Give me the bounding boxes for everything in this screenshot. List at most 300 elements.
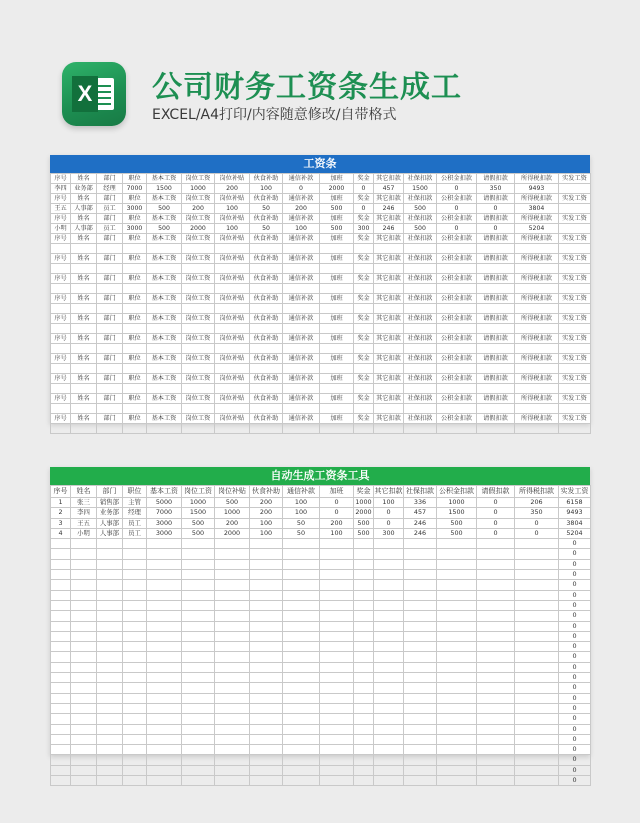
empty-cell <box>283 284 320 294</box>
data-cell: 0 <box>354 204 374 214</box>
data-cell: 6158 <box>559 498 591 508</box>
column-header: 请假扣款 <box>477 414 515 424</box>
data-cell: 1000 <box>182 184 215 194</box>
column-header: 岗位补贴 <box>215 354 250 364</box>
empty-cell <box>404 580 437 590</box>
empty-cell <box>250 693 283 703</box>
empty-cell <box>123 755 147 765</box>
column-header: 实发工资 <box>559 214 591 224</box>
data-cell: 3000 <box>147 528 182 538</box>
column-header: 部门 <box>97 414 123 424</box>
empty-cell <box>215 549 250 559</box>
slip-header-row <box>51 194 591 204</box>
empty-cell <box>51 693 71 703</box>
empty-cell <box>437 559 477 569</box>
column-header: 岗位补贴 <box>215 214 250 224</box>
empty-cell <box>437 642 477 652</box>
empty-cell <box>51 662 71 672</box>
empty-cell <box>97 600 123 610</box>
column-header: 所得税扣款 <box>515 274 559 284</box>
empty-cell <box>71 264 97 274</box>
empty-cell <box>320 600 354 610</box>
empty-cell <box>182 424 215 434</box>
empty-cell <box>477 683 515 693</box>
empty-cell <box>215 570 250 580</box>
empty-cell <box>51 244 71 254</box>
empty-cell <box>437 344 477 354</box>
column-header: 伙食补助 <box>250 354 283 364</box>
column-header: 基本工资 <box>147 486 182 498</box>
empty-row <box>51 621 591 631</box>
slip-header-row <box>51 374 591 384</box>
empty-cell <box>477 724 515 734</box>
data-cell: 1500 <box>147 184 182 194</box>
column-header: 基本工资 <box>147 314 182 324</box>
data-cell: 500 <box>320 204 354 214</box>
empty-cell <box>51 724 71 734</box>
excel-logo-icon <box>62 62 126 126</box>
column-header: 序号 <box>51 314 71 324</box>
data-cell: 0 <box>477 204 515 214</box>
empty-cell <box>147 621 182 631</box>
empty-cell <box>354 244 374 254</box>
empty-cell <box>515 621 559 631</box>
empty-row <box>51 611 591 621</box>
column-header: 岗位补贴 <box>215 194 250 204</box>
column-header: 通信补款 <box>283 314 320 324</box>
empty-cell <box>320 364 354 374</box>
empty-cell <box>71 570 97 580</box>
empty-cell <box>215 662 250 672</box>
empty-cell <box>437 703 477 713</box>
auto-generate-tool-panel <box>50 467 590 785</box>
empty-cell <box>71 324 97 334</box>
empty-cell <box>515 344 559 354</box>
empty-cell <box>182 284 215 294</box>
empty-cell <box>97 244 123 254</box>
table-row <box>51 508 591 518</box>
column-header: 加班 <box>320 234 354 244</box>
empty-cell <box>374 570 404 580</box>
column-header: 加班 <box>320 394 354 404</box>
empty-cell <box>283 642 320 652</box>
slip-blank-row <box>51 324 591 334</box>
empty-cell <box>437 745 477 755</box>
column-header: 部门 <box>97 194 123 204</box>
column-header: 其它扣款 <box>374 234 404 244</box>
empty-cell <box>437 244 477 254</box>
empty-cell <box>374 621 404 631</box>
empty-cell <box>123 404 147 414</box>
empty-cell <box>147 724 182 734</box>
empty-cell <box>97 745 123 755</box>
empty-cell <box>437 404 477 414</box>
empty-cell <box>182 244 215 254</box>
empty-cell <box>250 559 283 569</box>
data-cell: 0 <box>374 518 404 528</box>
empty-cell <box>147 580 182 590</box>
column-header: 社保扣款 <box>404 486 437 498</box>
empty-cell <box>515 631 559 641</box>
data-cell: 50 <box>250 204 283 214</box>
empty-cell <box>374 631 404 641</box>
net-pay-cell: 0 <box>559 652 591 662</box>
empty-cell <box>283 734 320 744</box>
empty-cell <box>354 776 374 786</box>
column-header: 加班 <box>320 414 354 424</box>
empty-cell <box>283 693 320 703</box>
empty-cell <box>404 776 437 786</box>
empty-cell <box>404 755 437 765</box>
net-pay-cell: 0 <box>559 642 591 652</box>
empty-cell <box>283 683 320 693</box>
empty-cell <box>97 324 123 334</box>
empty-cell <box>71 673 97 683</box>
column-header: 所得税扣款 <box>515 394 559 404</box>
net-pay-cell: 0 <box>559 693 591 703</box>
empty-cell <box>477 580 515 590</box>
data-cell: 人事部 <box>97 528 123 538</box>
column-header: 奖金 <box>354 334 374 344</box>
empty-cell <box>147 424 182 434</box>
empty-cell <box>147 776 182 786</box>
column-header: 基本工资 <box>147 414 182 424</box>
empty-cell <box>320 703 354 713</box>
data-cell: 100 <box>283 498 320 508</box>
empty-cell <box>250 244 283 254</box>
empty-cell <box>515 662 559 672</box>
data-cell: 经理 <box>123 508 147 518</box>
data-cell: 200 <box>283 204 320 214</box>
empty-cell <box>320 765 354 775</box>
empty-cell <box>71 642 97 652</box>
empty-cell <box>215 776 250 786</box>
column-header: 序号 <box>51 354 71 364</box>
data-cell: 500 <box>147 224 182 234</box>
column-header: 社保扣款 <box>404 334 437 344</box>
empty-cell <box>182 304 215 314</box>
data-cell: 7000 <box>123 184 147 194</box>
column-header: 姓名 <box>71 414 97 424</box>
data-cell: 500 <box>404 224 437 234</box>
column-header: 基本工资 <box>147 254 182 264</box>
column-header: 伙食补助 <box>250 254 283 264</box>
empty-cell <box>354 384 374 394</box>
column-header: 公积金扣款 <box>437 334 477 344</box>
empty-cell <box>147 714 182 724</box>
empty-cell <box>477 344 515 354</box>
column-header: 序号 <box>51 334 71 344</box>
empty-cell <box>374 384 404 394</box>
empty-cell <box>97 765 123 775</box>
column-header: 基本工资 <box>147 334 182 344</box>
slip-header-row <box>51 174 591 184</box>
column-header: 基本工资 <box>147 194 182 204</box>
empty-cell <box>250 662 283 672</box>
empty-cell <box>320 693 354 703</box>
column-header: 通信补款 <box>283 254 320 264</box>
empty-cell <box>477 703 515 713</box>
column-header: 社保扣款 <box>404 374 437 384</box>
empty-cell <box>123 324 147 334</box>
empty-cell <box>123 703 147 713</box>
slip-blank-row <box>51 244 591 254</box>
column-header: 实发工资 <box>559 486 591 498</box>
empty-row <box>51 559 591 569</box>
empty-cell <box>515 284 559 294</box>
empty-cell <box>147 745 182 755</box>
empty-cell <box>320 570 354 580</box>
empty-cell <box>147 600 182 610</box>
empty-cell <box>71 244 97 254</box>
empty-cell <box>51 384 71 394</box>
column-header: 通信补款 <box>283 374 320 384</box>
empty-cell <box>283 662 320 672</box>
empty-cell <box>283 324 320 334</box>
empty-cell <box>374 284 404 294</box>
empty-cell <box>374 693 404 703</box>
empty-cell <box>215 590 250 600</box>
data-cell: 500 <box>147 204 182 214</box>
data-cell: 业务部 <box>71 184 97 194</box>
empty-cell <box>354 590 374 600</box>
column-header: 所得税扣款 <box>515 314 559 324</box>
empty-cell <box>354 559 374 569</box>
empty-cell <box>71 424 97 434</box>
empty-cell <box>515 693 559 703</box>
empty-cell <box>97 384 123 394</box>
salary-slip-title: 工资条 <box>50 155 590 173</box>
empty-cell <box>71 600 97 610</box>
empty-cell <box>97 580 123 590</box>
empty-cell <box>215 734 250 744</box>
net-pay-cell: 0 <box>559 745 591 755</box>
column-header: 伙食补助 <box>250 174 283 184</box>
slip-data-row <box>51 184 591 194</box>
empty-cell <box>320 590 354 600</box>
column-header: 请假扣款 <box>477 174 515 184</box>
empty-cell <box>515 765 559 775</box>
data-cell: 100 <box>283 508 320 518</box>
empty-cell <box>283 559 320 569</box>
data-cell <box>559 184 591 194</box>
column-header: 序号 <box>51 486 71 498</box>
column-header: 部门 <box>97 354 123 364</box>
empty-cell <box>320 755 354 765</box>
empty-cell <box>71 631 97 641</box>
empty-cell <box>97 734 123 744</box>
empty-cell <box>437 776 477 786</box>
slip-header-row <box>51 414 591 424</box>
empty-cell <box>123 724 147 734</box>
empty-cell <box>404 549 437 559</box>
data-cell: 王五 <box>51 204 71 214</box>
empty-cell <box>250 284 283 294</box>
empty-cell <box>477 559 515 569</box>
data-cell: 500 <box>404 204 437 214</box>
empty-cell <box>320 734 354 744</box>
empty-cell <box>71 364 97 374</box>
empty-cell <box>477 570 515 580</box>
column-header: 实发工资 <box>559 414 591 424</box>
empty-cell <box>283 652 320 662</box>
empty-cell <box>354 404 374 414</box>
slip-data-row <box>51 204 591 214</box>
empty-cell <box>123 590 147 600</box>
empty-cell <box>182 590 215 600</box>
data-cell: 246 <box>374 204 404 214</box>
empty-cell <box>515 304 559 314</box>
empty-cell <box>182 264 215 274</box>
empty-cell <box>320 264 354 274</box>
data-cell: 小明 <box>71 528 97 538</box>
data-cell: 0 <box>477 224 515 234</box>
column-header: 请假扣款 <box>477 234 515 244</box>
data-cell: 300 <box>374 528 404 538</box>
column-header: 伙食补助 <box>250 234 283 244</box>
data-cell: 员工 <box>123 518 147 528</box>
empty-cell <box>404 662 437 672</box>
column-header: 基本工资 <box>147 354 182 364</box>
empty-cell <box>182 724 215 734</box>
column-header: 公积金扣款 <box>437 374 477 384</box>
empty-cell <box>215 580 250 590</box>
data-cell: 0 <box>374 508 404 518</box>
empty-cell <box>250 580 283 590</box>
empty-cell <box>123 673 147 683</box>
empty-cell <box>71 724 97 734</box>
empty-cell <box>250 724 283 734</box>
column-header: 社保扣款 <box>404 354 437 364</box>
empty-cell <box>374 745 404 755</box>
empty-cell <box>515 539 559 549</box>
empty-cell <box>559 244 591 254</box>
empty-cell <box>477 424 515 434</box>
empty-cell <box>354 693 374 703</box>
data-cell <box>559 204 591 214</box>
empty-cell <box>51 304 71 314</box>
empty-cell <box>71 539 97 549</box>
empty-cell <box>404 611 437 621</box>
auto-generate-tool-title: 自动生成工资条工具 <box>50 467 590 485</box>
empty-cell <box>123 284 147 294</box>
column-header: 加班 <box>320 486 354 498</box>
data-cell: 0 <box>320 508 354 518</box>
empty-cell <box>97 673 123 683</box>
empty-row <box>51 570 591 580</box>
data-cell: 3000 <box>123 204 147 214</box>
empty-cell <box>182 559 215 569</box>
empty-cell <box>477 611 515 621</box>
empty-cell <box>515 776 559 786</box>
empty-cell <box>71 559 97 569</box>
empty-cell <box>374 324 404 334</box>
empty-cell <box>437 621 477 631</box>
column-header: 序号 <box>51 174 71 184</box>
empty-cell <box>182 662 215 672</box>
slip-blank-row <box>51 284 591 294</box>
column-header: 请假扣款 <box>477 374 515 384</box>
empty-cell <box>437 284 477 294</box>
column-header: 奖金 <box>354 254 374 264</box>
data-cell: 100 <box>250 518 283 528</box>
data-cell: 1000 <box>215 508 250 518</box>
empty-cell <box>250 611 283 621</box>
column-header: 其它扣款 <box>374 394 404 404</box>
empty-cell <box>437 714 477 724</box>
empty-cell <box>477 755 515 765</box>
empty-cell <box>374 611 404 621</box>
empty-cell <box>123 631 147 641</box>
column-header: 请假扣款 <box>477 486 515 498</box>
net-pay-cell: 0 <box>559 765 591 775</box>
data-cell: 500 <box>437 518 477 528</box>
empty-cell <box>320 549 354 559</box>
empty-cell <box>250 631 283 641</box>
empty-cell <box>477 745 515 755</box>
empty-cell <box>215 683 250 693</box>
column-header: 实发工资 <box>559 234 591 244</box>
empty-cell <box>354 304 374 314</box>
data-cell: 1000 <box>182 498 215 508</box>
empty-cell <box>182 404 215 414</box>
data-cell: 1 <box>51 498 71 508</box>
empty-cell <box>437 631 477 641</box>
column-header: 其它扣款 <box>374 274 404 284</box>
empty-cell <box>283 776 320 786</box>
column-header: 请假扣款 <box>477 294 515 304</box>
empty-cell <box>404 539 437 549</box>
empty-cell <box>250 600 283 610</box>
column-header: 其它扣款 <box>374 214 404 224</box>
empty-cell <box>477 404 515 414</box>
empty-cell <box>215 539 250 549</box>
column-header: 基本工资 <box>147 214 182 224</box>
column-header: 加班 <box>320 354 354 364</box>
column-header: 基本工资 <box>147 374 182 384</box>
empty-cell <box>559 304 591 314</box>
empty-cell <box>283 539 320 549</box>
empty-cell <box>71 590 97 600</box>
column-header: 序号 <box>51 214 71 224</box>
column-header: 岗位补贴 <box>215 294 250 304</box>
empty-cell <box>374 683 404 693</box>
empty-cell <box>123 570 147 580</box>
column-header: 其它扣款 <box>374 314 404 324</box>
empty-cell <box>437 324 477 334</box>
empty-cell <box>374 755 404 765</box>
data-cell: 0 <box>515 518 559 528</box>
data-cell: 2000 <box>355 508 372 517</box>
empty-cell <box>51 631 71 641</box>
column-header: 实发工资 <box>559 194 591 204</box>
empty-cell <box>71 652 97 662</box>
data-cell: 0 <box>477 518 515 528</box>
empty-row <box>51 580 591 590</box>
empty-cell <box>477 693 515 703</box>
column-header: 部门 <box>97 294 123 304</box>
column-header: 社保扣款 <box>404 214 437 224</box>
empty-cell <box>477 324 515 334</box>
empty-cell <box>51 714 71 724</box>
empty-row <box>51 539 591 549</box>
empty-cell <box>320 344 354 354</box>
empty-cell <box>97 424 123 434</box>
column-header: 公积金扣款 <box>437 254 477 264</box>
column-header: 奖金 <box>354 234 374 244</box>
empty-cell <box>147 539 182 549</box>
empty-cell <box>71 703 97 713</box>
